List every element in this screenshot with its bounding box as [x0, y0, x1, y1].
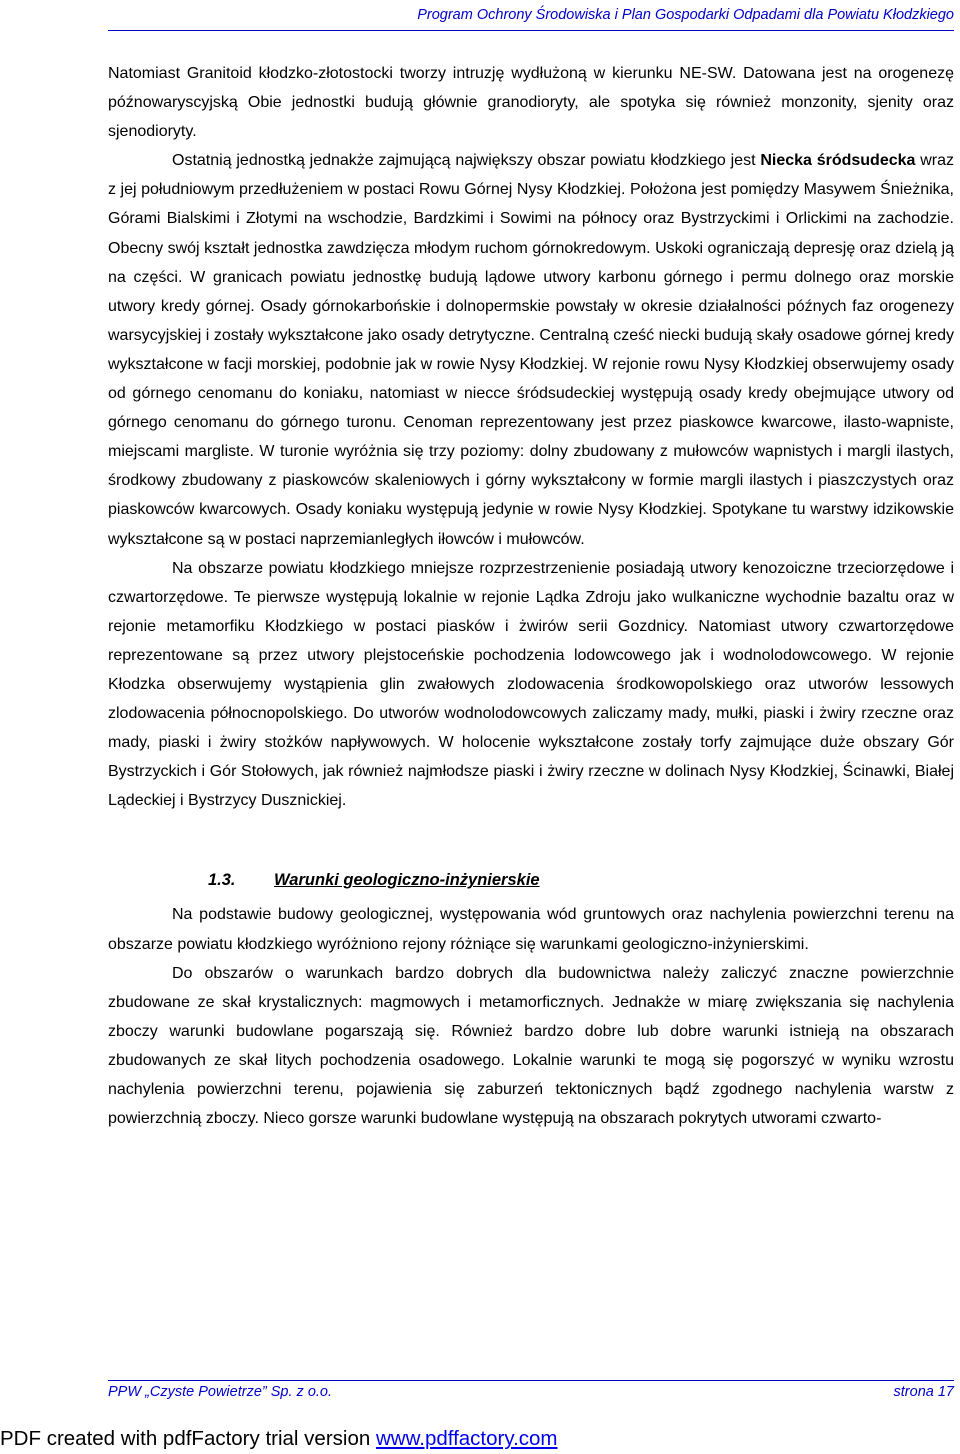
document-header-title: Program Ochrony Środowiska i Plan Gospodarki Odpadami dla Powiatu Kłodzkiego	[417, 7, 954, 23]
footer-company: PPW „Czyste Powietrze” Sp. z o.o.	[108, 1384, 333, 1400]
document-body	[108, 59, 954, 1133]
pdf-banner-text: PDF created with pdfFactory trial version	[0, 1427, 376, 1450]
footer-divider	[108, 1380, 954, 1381]
paragraph-warunki: Do obszarów o warunkach bardzo dobrych dla budownictwa należy zaliczyć znaczne powierzchnie zbudowane ze skał krystalicznych: magmowych i metamorficznych. Jednakże w miarę zwiększania się nachylenia zboczy warunki budowlane pogarszają się. Również bardzo dobre lub dobre warunki istnieją na obszarach zbudowanych ze skał litych pochodzenia osadowego. Lokalnie warunki te mogą się pogorszyć w wyniku wzrostu nachylenia powierzchni terenu, pojawienia się zaburzeń tektonicznych bądź zgodnego nachylenia warstw z powierzchnią zboczy. Nieco gorsze warunki budowlane występują na obszarach pokrytych utworami czwarto-	[108, 964, 954, 1128]
paragraph-niecka	[108, 146, 954, 553]
paragraph-niecka-text: wraz z jej południowym przedłużeniem w postaci Rowu Górnej Nysy Kłodzkiej. Położona jest pomiędzy Masywem Śnieżnika, Górami Bialskimi i Złotymi na wschodzie, Bardzkimi i Sowimi na północy oraz Bystrzyckimi i Orlickimi na zachodzie. Obecny swój kształt jednostka zawdzięcza młodym ruchom górnokredowym. Uskoki ograniczają depresję oraz dzielą ją na części. W granicach powiatu jednostkę budują lądowe utwory karbonu górnego i permu dolnego oraz morskie utwory kredy górnej. Osady górnokarbońskie i dolnopermskie powstały w okresie działalności późnych faz orogenezy warsycyjskiej i zostały wykształcone jako osady detrytyczne. Centralną cześć niecki budują skały osadowe górnej kredy wykształcone w facji morskiej, podobnie jak w rowie Nysy Kłodzkiej. W rejonie rowu Nysy Kłodzkiej obserwujemy osady od górnego cenomanu do koniaku, natomiast w niecce śródsudeckiej występują osady kredy obejmujące utwory od górnego cenomanu do górnego turonu. Cenoman reprezentowany jest przez piaskowce kwarcowe, ilasto-wapniste, miejscami margliste. W turonie wyróżnia się trzy poziomy: dolny zbudowany z mułowców wapnistych i margli ilastych, środkowy zbudowany z piaskowców skaleniowych i górny wykształcony w formie margli ilastych i piaszczystych oraz piaskowców kwarcowych. Osady koniaku występują jedynie w rowie Nysy Kłodzkiej. Spotykane tu warstwy idzikowskie wykształcone są w postaci naprzemianległych iłowców i mułowców.	[108, 152, 955, 548]
paragraph-rejony: Na podstawie budowy geologicznej, występowania wód gruntowych oraz nachylenia powierzchni terenu na obszarze powiatu kłodzkiego wyróżniono rejony różniące się warunkami geologiczno-inżynierskimi.	[108, 906, 954, 953]
paragraph-niecka-intro: Ostatnią jednostką jednakże zajmującą największy obszar powiatu kłodzkiego jest	[172, 152, 761, 170]
footer-page-number: strona 17	[893, 1384, 954, 1400]
paragraph-granitoid: Natomiast Granitoid kłodzko-złotostocki tworzy intruzję wydłużoną w kierunku NE-SW. Datowana jest na orogenezę późnowaryscyjską Obie jednostki budują głównie granodioryty, ale spotyka się również monzonity, sjenity oraz sjenodioryty.	[108, 65, 954, 141]
section-heading	[108, 868, 954, 892]
section-title: Warunki geologiczno-inżynierskie	[274, 871, 540, 890]
header-divider	[108, 30, 954, 31]
paragraph-kenozoik: Na obszarze powiatu kłodzkiego mniejsze rozprzestrzenienie posiadają utwory kenozoiczne trzeciorzędowe i czwartorzędowe. Te pierwsze występują lokalnie w rejonie Lądka Zdroju jako wulkaniczne wychodnie bazaltu oraz w rejonie metamorfiku Kłodzkiego w postaci piasków i żwirów serii Gozdnicy. Natomiast utwory czwartorzędowe reprezentowane są przez utwory plejstoceńskie pochodzenia lodowcowego jak i wodnolodowcowego. W rejonie Kłodzka obserwujemy wystąpienia glin zwałowych zlodowacenia środkowopolskiego oraz utworów lessowych zlodowacenia północnopolskiego. Do utworów wodnolodowcowych zaliczamy mady, mułki, piaski i żwiry rzeczne oraz mady, piaski i żwiry stożków napływowych. W holocenie wykształcone zostały torfy zajmujące duże obszary Gór Bystrzyckich i Gór Stołowych, jak również najmłodsze piaski i żwiry rzeczne w dolinach Nysy Kłodzkiej, Ścinawki, Białej Lądeckiej i Bystrzycy Dusznickiej.	[108, 559, 954, 810]
paragraph-niecka-term: Niecka śródsudecka	[760, 152, 916, 170]
pdf-trial-banner	[0, 1427, 558, 1451]
section-number: 1.3.	[208, 871, 236, 890]
pdffactory-link[interactable]: www.pdffactory.com	[375, 1427, 558, 1450]
